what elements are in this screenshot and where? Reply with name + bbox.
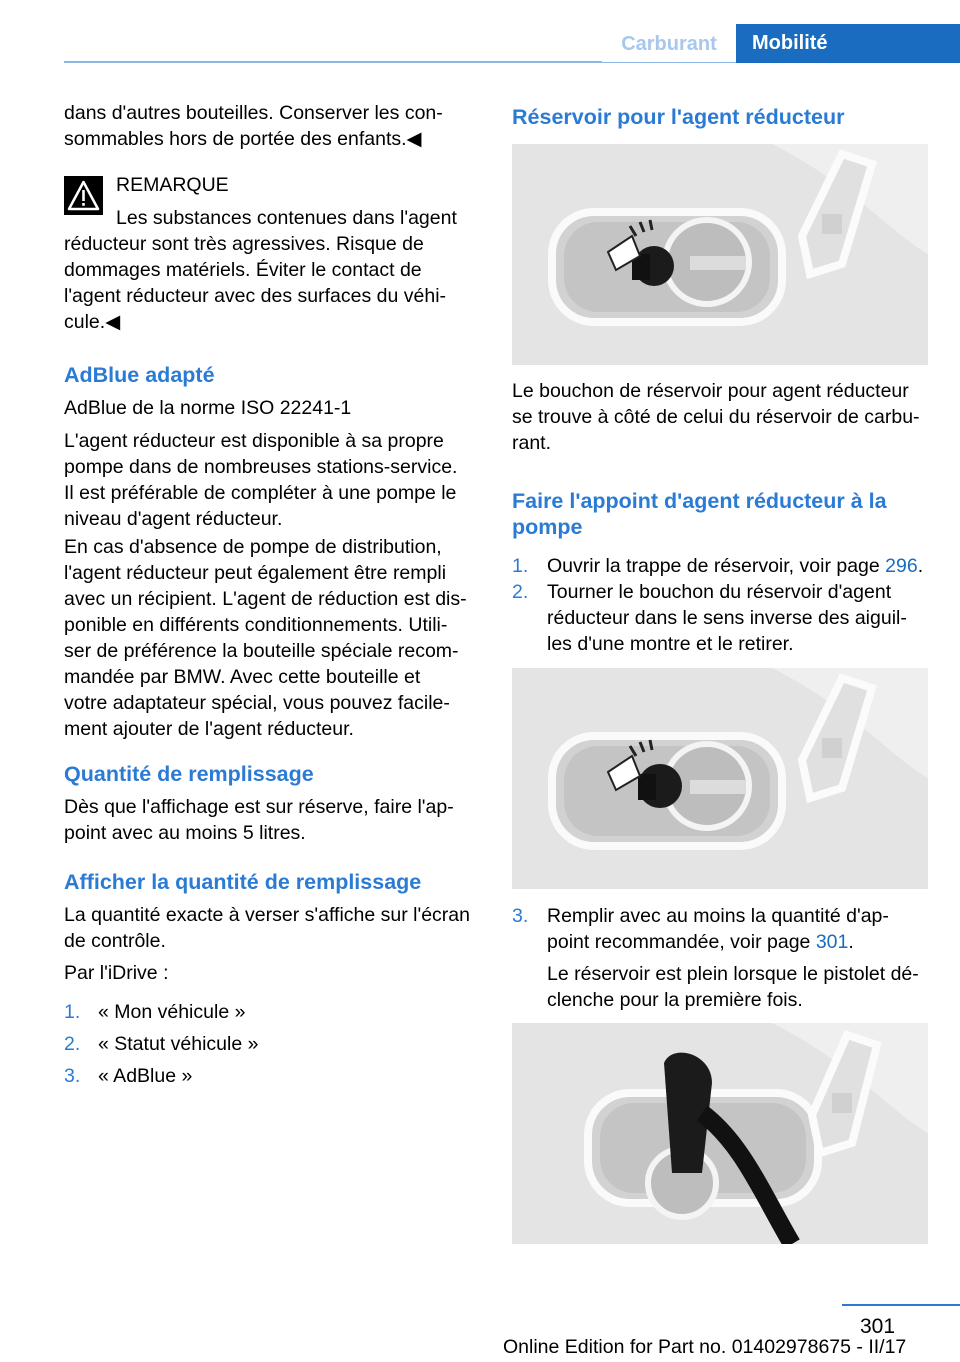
list-number: 3. xyxy=(64,1065,81,1087)
adblue-paragraph-1 xyxy=(64,428,457,532)
list-number: 2. xyxy=(64,1033,81,1055)
text-line: réducteur dans le sens inverse des aiguil‐ xyxy=(547,607,907,629)
text-line: dommages matériels. Éviter le contact de xyxy=(64,259,422,281)
heading-adblue: AdBlue adapté xyxy=(64,363,215,387)
text-line: réducteur sont très agressives. Risque de xyxy=(64,233,424,255)
step-open-flap xyxy=(547,553,923,579)
chapter-tab[interactable]: Mobilité xyxy=(736,24,960,63)
text-line: Tourner le bouchon du réservoir d'agent xyxy=(547,581,892,603)
heading-line: Faire l'appoint d'agent réducteur à la xyxy=(512,489,887,513)
text-line: l'agent réducteur avec des surfaces du véhi‐ xyxy=(64,285,447,307)
text-line: sommables hors de portée des enfants.◀ xyxy=(64,128,422,150)
step-fill-note xyxy=(547,961,919,1013)
punctuation: . xyxy=(848,931,854,953)
text-line: cule.◀ xyxy=(64,311,121,333)
cap-removal-photo xyxy=(512,668,928,889)
list-number: 1. xyxy=(512,555,529,577)
text-line: les d'une montre et le retirer. xyxy=(547,633,794,655)
text-line: clenche pour la première fois. xyxy=(547,989,803,1011)
text-line: ponible en différents conditionnements. Utili‐ xyxy=(64,614,448,636)
heading-display-quantity: Afficher la quantité de remplissage xyxy=(64,870,422,894)
punctuation: . xyxy=(917,555,924,577)
quantity-paragraph xyxy=(64,794,454,846)
menu-step-vehicle-status: « Statut véhicule » xyxy=(98,1033,259,1055)
display-paragraph xyxy=(64,902,470,954)
idrive-label: Par l'iDrive : xyxy=(64,962,169,984)
heading-line: pompe xyxy=(512,515,583,539)
text-line: Le réservoir est plein lorsque le pistolet dé‐ xyxy=(547,963,919,985)
page-link-301[interactable]: 301 xyxy=(815,931,849,953)
refill-nozzle-photo xyxy=(512,1023,928,1244)
text-line: avec un récipient. L'agent de réduction est dis‐ xyxy=(64,588,467,610)
list-number: 2. xyxy=(512,581,529,603)
text-line: Il est préférable de compléter à une pompe le xyxy=(64,482,457,504)
step-remove-cap xyxy=(547,579,907,657)
footer-rule xyxy=(842,1304,960,1306)
text-line: Remplir avec au moins la quantité d'ap‐ xyxy=(547,905,889,927)
text-line: ser de préférence la bouteille spéciale recom‐ xyxy=(64,640,459,662)
section-tab[interactable]: Carburant xyxy=(602,26,736,62)
page-number: 301 xyxy=(860,1315,896,1338)
text-line: se trouve à côté de celui du réservoir de carbu‐ xyxy=(512,406,920,428)
menu-step-adblue: « AdBlue » xyxy=(98,1065,193,1087)
intro-paragraph xyxy=(64,100,443,152)
text-line: de contrôle. xyxy=(64,930,166,952)
text-line xyxy=(547,929,889,955)
adblue-paragraph-2 xyxy=(64,534,467,742)
page-link-296[interactable]: 296 xyxy=(885,555,918,577)
edition-line: Online Edition for Part no. 01402978675 - II/17 xyxy=(503,1336,907,1358)
list-number: 1. xyxy=(64,1001,81,1023)
notice-line: Les substances contenues dans l'agent xyxy=(116,207,457,229)
text-line: rant. xyxy=(512,432,552,454)
step-fill xyxy=(547,903,889,955)
text-line: Dès que l'affichage est sur réserve, faire l'ap‐ xyxy=(64,796,454,818)
text-line: point avec au moins 5 litres. xyxy=(64,822,306,844)
text-line: l'agent réducteur peut également être rempli xyxy=(64,562,447,584)
text-line: mandée par BMW. Avec cette bouteille et xyxy=(64,666,421,688)
step-text: Ouvrir la trappe de réservoir, voir page xyxy=(547,555,886,577)
warning-icon xyxy=(64,176,103,215)
tank-paragraph xyxy=(512,378,920,456)
notice-body xyxy=(64,231,446,335)
text-line: L'agent réducteur est disponible à sa propre xyxy=(64,430,444,452)
text-line: La quantité exacte à verser s'affiche sur l'écran xyxy=(64,904,470,926)
heading-tank: Réservoir pour l'agent réducteur xyxy=(512,105,845,129)
text-line: ment ajouter de l'agent réducteur. xyxy=(64,718,354,740)
text-line: En cas d'absence de pompe de distribution, xyxy=(64,536,442,558)
step-text: point recommandée, voir page xyxy=(547,931,816,953)
text-line: pompe dans de nombreuses stations-service. xyxy=(64,456,458,478)
text-line: niveau d'agent réducteur. xyxy=(64,508,283,530)
list-number: 3. xyxy=(512,905,529,927)
text-line: dans d'autres bouteilles. Conserver les con‐ xyxy=(64,102,443,124)
menu-step-my-vehicle: « Mon véhicule » xyxy=(98,1001,246,1023)
text-line: Le bouchon de réservoir pour agent réducteur xyxy=(512,380,909,402)
tank-cap-photo xyxy=(512,144,928,365)
heading-quantity: Quantité de remplissage xyxy=(64,762,314,786)
text-line: votre adaptateur spécial, vous pouvez facile‐ xyxy=(64,692,450,714)
adblue-norm: AdBlue de la norme ISO 22241‑1 xyxy=(64,397,352,419)
heading-pump-refill xyxy=(512,488,887,540)
notice-title: REMARQUE xyxy=(116,174,229,196)
